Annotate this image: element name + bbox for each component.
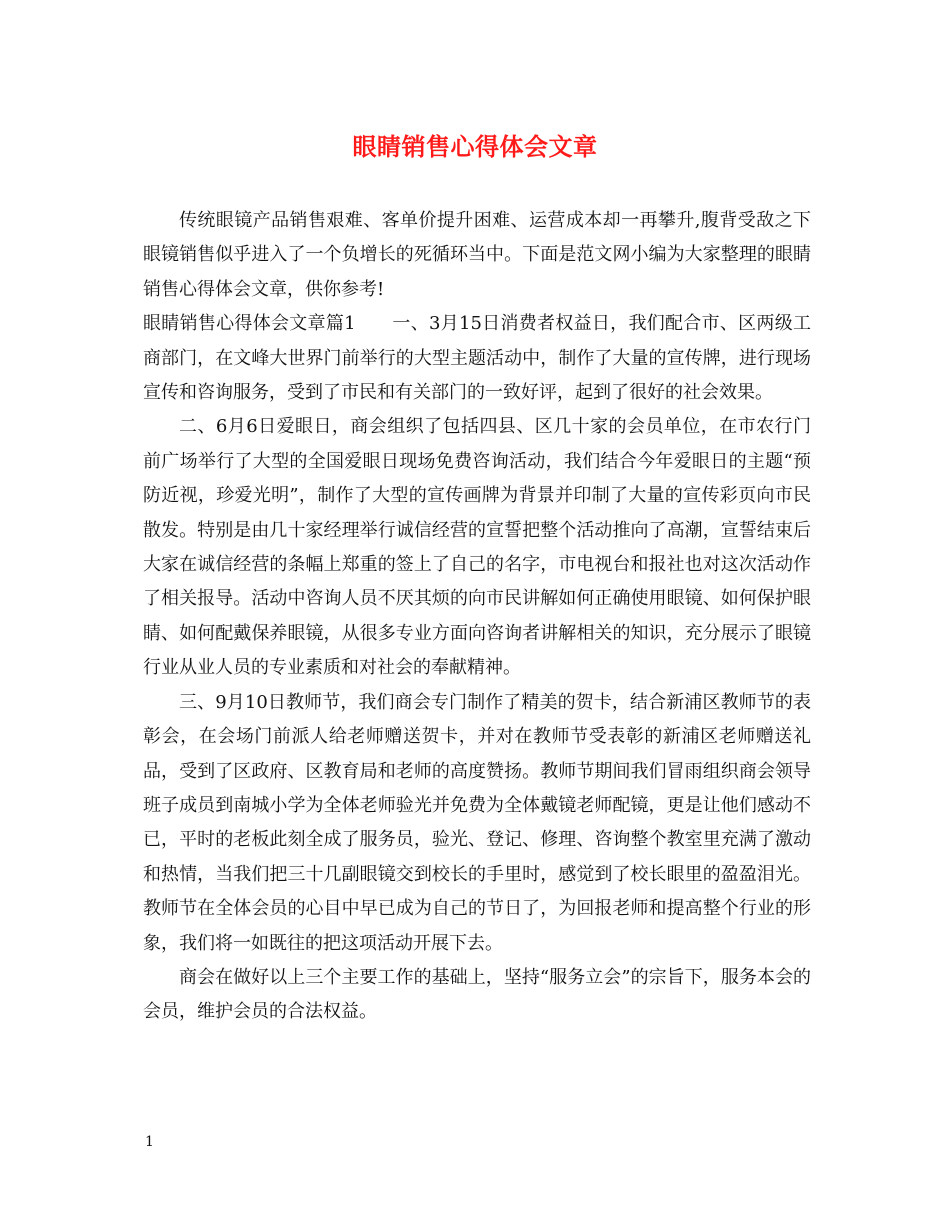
- summary-paragraph: 商会在做好以上三个主要工作的基础上，坚持“服务立会”的宗旨下，服务本会的会员，维护会员的合法权益。: [143, 966, 811, 1023]
- page-number: 1: [145, 1134, 154, 1150]
- intro-paragraph: 传统眼镜产品销售艰难、客单价提升困难、运营成本却一再攀升,腹背受敌之下眼镜销售似乎进入了一个负增长的死循环当中。下面是范文网小编为大家整理的眼睛销售心得体会文章，供你参考!: [143, 210, 811, 300]
- section-2-paragraph: 二、6月6日爱眼日，商会组织了包括四县、区几十家的会员单位，在市农行门前广场举行了大型的全国爱眼日现场免费咨询活动，我们结合今年爱眼日的主题“预防近视，珍爱光明”，制作了大型的宣传画牌为背景并印制了大量的宣传彩页向市民散发。特别是由几十家经理举行诚信经营的宣誓把整个活动推向了高潮，宣誓结束后大家在诚信经营的条幅上郑重的签上了自己的名字，市电视台和报社也对这次活动作了相关报导。活动中咨询人员不厌其烦的向市民讲解如何正确使用眼镜、如何保护眼睛、如何配戴保养眼镜，从很多专业方面向咨询者讲解相关的知识，充分展示了眼镜行业从业人员的专业素质和对社会的奉献精神。: [143, 416, 811, 679]
- document-body: [143, 204, 811, 1030]
- section-1-paragraph: 眼睛销售心得体会文章篇1 一、3月15日消费者权益日，我们配合市、区两级工商部门，在文峰大世界门前举行的大型主题活动中，制作了大量的宣传牌，进行现场宣传和咨询服务，受到了市民和有关部门的一致好评，起到了很好的社会效果。: [143, 313, 811, 404]
- document-title: 眼睛销售心得体会文章: [352, 133, 598, 161]
- section-3-paragraph: 三、9月10日教师节，我们商会专门制作了精美的贺卡，结合新浦区教师节的表彰会，在会场门前派人给老师赠送贺卡，并对在教师节受表彰的新浦区老师赠送礼品，受到了区政府、区教育局和老师的高度赞扬。教师节期间我们冒雨组织商会领导班子成员到南城小学为全体老师验光并免费为全体戴镜老师配镜，更是让他们感动不已，平时的老板此刻全成了服务员，验光、登记、修理、咨询整个教室里充满了激动和热情，当我们把三十几副眼镜交到校长的手里时，感觉到了校长眼里的盈盈泪光。教师节在全体会员的心目中早已成为自己的节日了，为回报老师和提高整个行业的形象，我们将一如既往的把这项活动开展下去。: [143, 691, 811, 954]
